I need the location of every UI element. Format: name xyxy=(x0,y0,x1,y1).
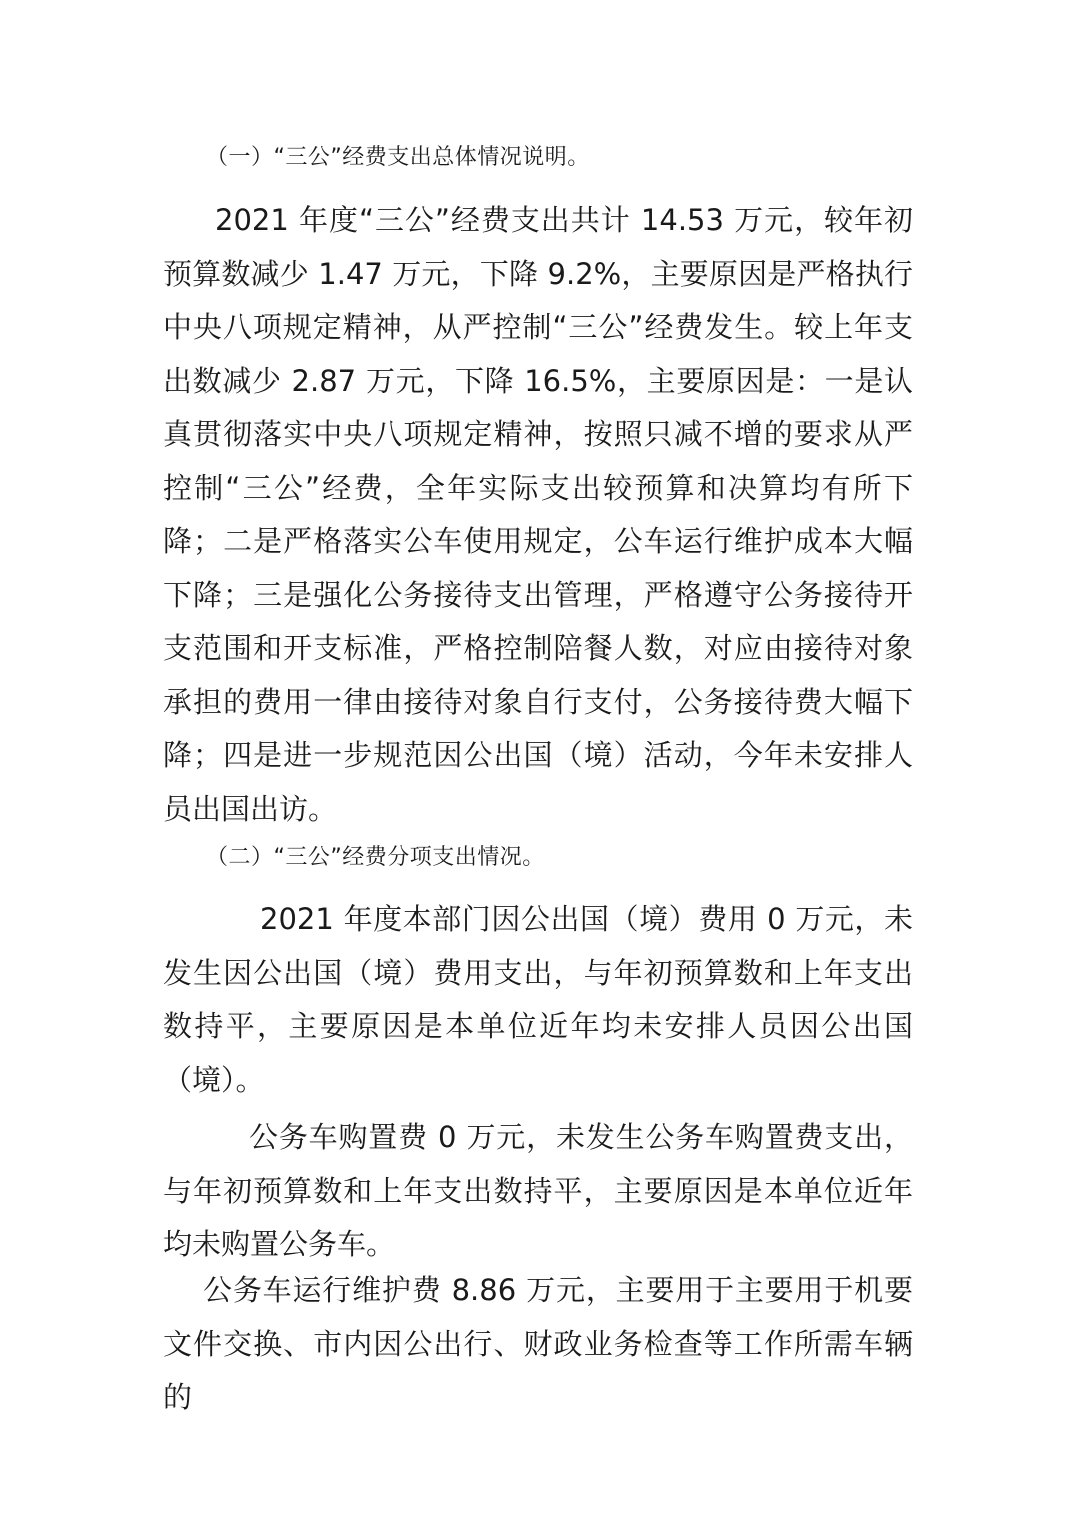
section-heading-itemized: （二）“三公”经费分项支出情况。 xyxy=(206,845,545,870)
section-heading-overall: （一）“三公”经费支出总体情况说明。 xyxy=(206,145,590,170)
paragraph-vehicle-purchase: 公务车购置费 0 万元，未发生公务车购置费支出，与年初预算数和上年支出数持平，主要原因是本单位近年均未购置公务车。 xyxy=(163,1120,913,1261)
paragraph-vehicle-maintenance: 公务车运行维护费 8.86 万元，主要用于主要用于机要文件交换、市内因公出行、财政业务检查等工作所需车辆的 xyxy=(163,1273,913,1414)
paragraph-abroad-expenses: 2021 年度本部门因公出国（境）费用 0 万元，未发生因公出国（境）费用支出，与年初预算数和上年支出数持平，主要原因是本单位近年均未安排人员因公出国（境）。 xyxy=(163,902,913,1097)
paragraph-overall-expenditure: 2021 年度“三公”经费支出共计 14.53 万元，较年初预算数减少 1.47 万元，下降 9.2%，主要原因是严格执行中央八项规定精神，从严控制“三公”经费发生。较上年支出数减少 2.87 万元，下降 16.5%，主要原因是：一是认真贯彻落实中央八项规定精神，按照只减不增的要求从严控制“三公”经费，全年实际支出较预算和决算均有所下降；二是严格落实公车使用规定，公车运行维护成本大幅下降；三是强化公务接待支出管理，严格遵守公务接待开支范围和开支标准，严格控制陪餐人数，对应由接待对象承担的费用一律由接待对象自行支付，公务接待费大幅下降；四是进一步规范因公出国（境）活动，今年未安排人员出国出访。 xyxy=(163,203,913,826)
